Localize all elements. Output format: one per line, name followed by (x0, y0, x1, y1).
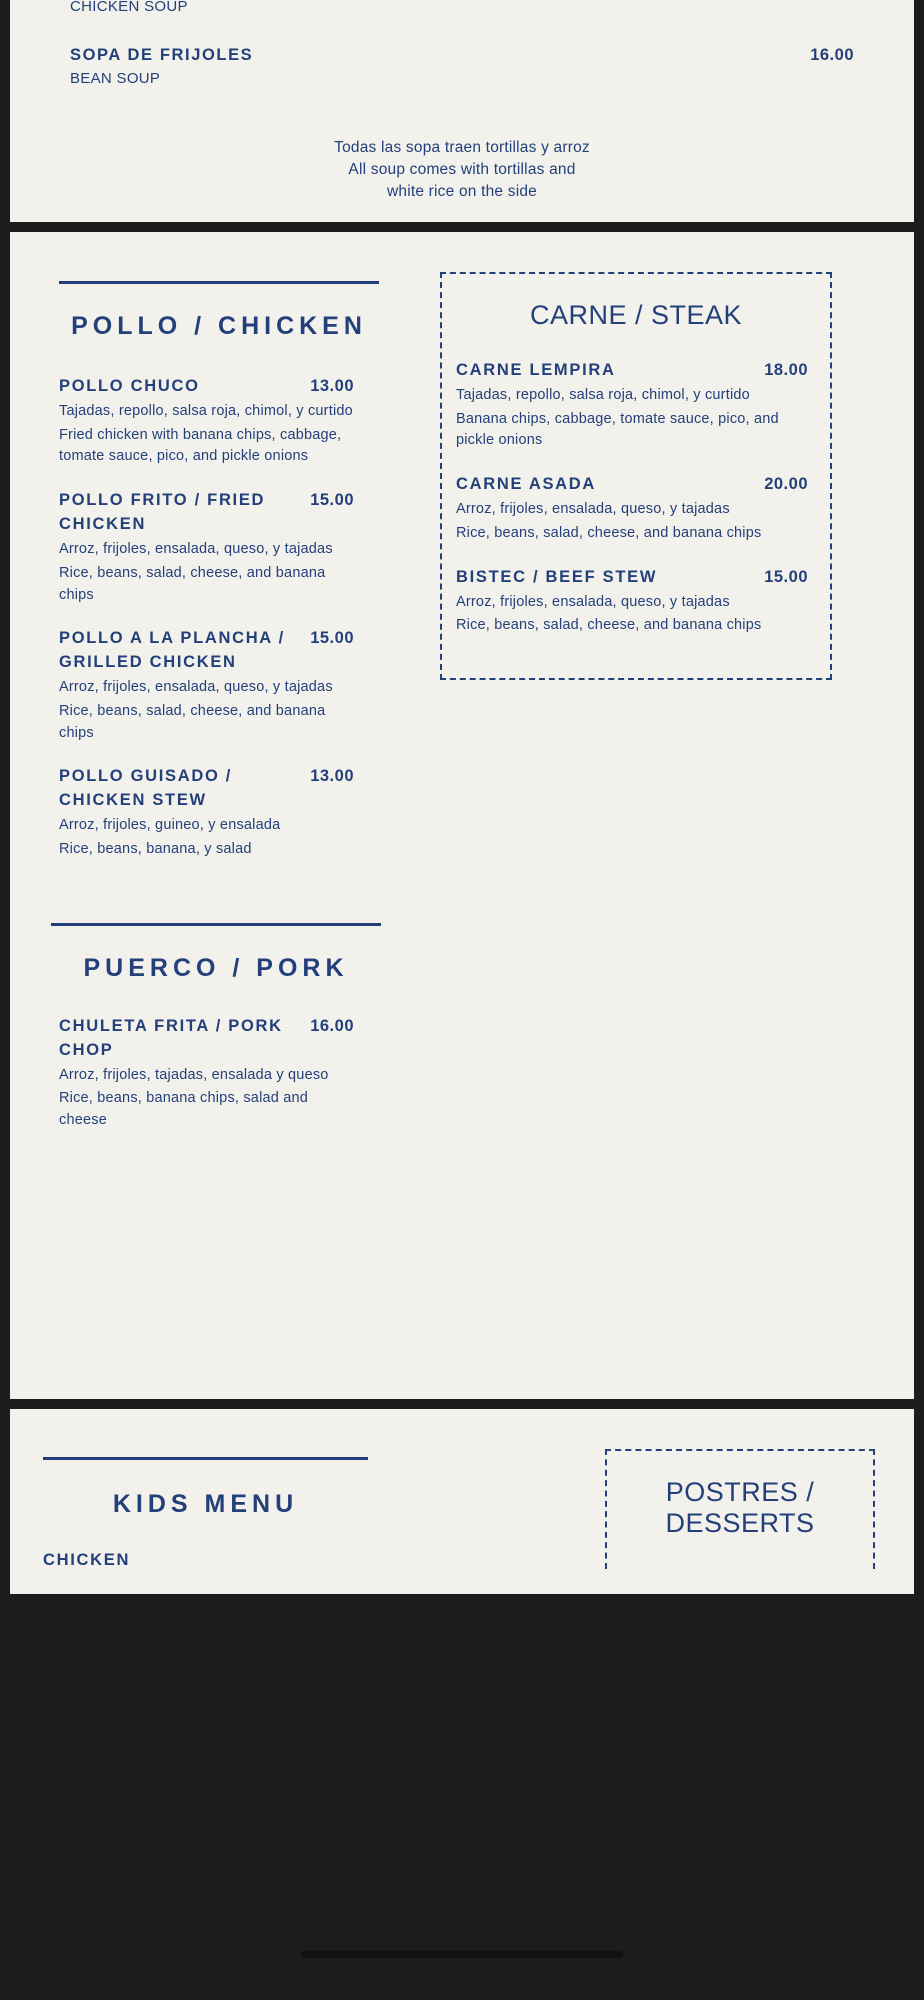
pork-section-title: PUERCO / PORK (83, 953, 349, 982)
soup-item-cutoff-en: CHICKEN SOUP (70, 0, 188, 15)
item-desc-en: Rice, beans, banana, y salad (59, 840, 252, 857)
item-desc-es: Tajadas, repollo, salsa roja, chimol, y curtido (59, 402, 353, 419)
menu-item (59, 1015, 354, 1132)
item-desc-es: Arroz, frijoles, guineo, y ensalada (59, 817, 281, 834)
soup-panel (10, 0, 914, 222)
item-desc-es: Tajadas, repollo, salsa roja, chimol, y curtido (456, 386, 750, 403)
menu-item (59, 627, 354, 744)
item-title: CHULETA FRITA / PORK CHOP (59, 1016, 283, 1059)
menu-item-sopa-de-frijoles (70, 44, 854, 90)
soup-section (10, 0, 914, 203)
soup-note-en-line2: white rice on the side (386, 183, 537, 201)
menu-item (43, 1549, 338, 1573)
dessert-title-line1: POSTRES / (665, 1477, 815, 1507)
item-price: 15.00 (310, 491, 354, 510)
panel-divider (0, 222, 924, 232)
dessert-title-line2: DESSERTS (665, 1508, 815, 1539)
item-desc-es: Arroz, frijoles, ensalada, queso, y tajadas (456, 501, 730, 518)
mains-panel (10, 232, 914, 1399)
item-title: BISTEC / BEEF STEW (456, 567, 658, 586)
soup-note-es: Todas las sopa traen tortillas y arroz (334, 139, 590, 157)
menu-item (59, 489, 354, 606)
item-price: 15.00 (310, 629, 354, 648)
item-desc-es: Arroz, frijoles, ensalada, queso, y tajadas (456, 593, 730, 610)
item-title: POLLO A LA PLANCHA / GRILLED CHICKEN (59, 629, 285, 672)
item-title: CARNE LEMPIRA (456, 361, 616, 379)
pork-section (59, 923, 440, 1132)
panel-divider-2 (0, 1399, 924, 1409)
item-price: 16.00 (810, 45, 854, 64)
item-title: CARNE ASADA (456, 475, 597, 494)
item-desc-en: Banana chips, cabbage, tomate sauce, pico, and pickle onions (456, 410, 779, 449)
item-title: POLLO GUISADO / CHICKEN STEW (59, 767, 233, 810)
menu-item (59, 375, 354, 468)
menu-item (456, 359, 808, 452)
item-price: 20.00 (764, 475, 808, 494)
item-title: POLLO CHUCO (59, 377, 200, 395)
item-desc-en: Rice, beans, banana chips, salad and cheese (59, 1090, 309, 1129)
steak-section (440, 272, 832, 680)
menu-item (59, 765, 354, 860)
steak-section-title: CARNE / STEAK (529, 300, 743, 330)
kids-section-rule (43, 1457, 368, 1460)
item-price: 15.00 (764, 567, 808, 586)
soup-note (70, 137, 854, 203)
soup-note-en-line1: All soup comes with tortillas and (348, 161, 576, 179)
item-desc-en: Rice, beans, salad, cheese, and banana chips (59, 702, 326, 741)
pork-section-rule (51, 923, 381, 926)
item-desc-en: Fried chicken with banana chips, cabbage, tomate sauce, pico, and pickle onions (59, 426, 342, 465)
item-desc-en: Rice, beans, salad, cheese, and banana chips (59, 564, 326, 603)
chicken-section-rule (59, 281, 379, 284)
dessert-section (440, 1409, 900, 1594)
scrollbar[interactable] (301, 1951, 623, 1958)
item-desc-en: Rice, beans, salad, cheese, and banana chips (456, 524, 762, 541)
item-desc-es: Arroz, frijoles, ensalada, queso, y tajadas (59, 679, 333, 696)
item-desc-en: Rice, beans, salad, cheese, and banana chips (456, 617, 762, 634)
item-desc-es: Arroz, frijoles, tajadas, ensalada y queso (59, 1066, 329, 1083)
dessert-section-title (621, 1477, 859, 1539)
chicken-section-title: POLLO / CHICKEN (71, 312, 367, 340)
menu-item (456, 473, 808, 544)
kids-section (10, 1409, 440, 1594)
item-price: 18.00 (764, 361, 808, 379)
kids-section-title: KIDS MENU (112, 1490, 299, 1518)
item-price: 13.00 (310, 377, 354, 395)
menu-item (456, 566, 808, 637)
item-title: CHICKEN (43, 1551, 131, 1569)
item-price: 16.00 (310, 1016, 354, 1035)
item-desc-es: Arroz, frijoles, ensalada, queso, y tajadas (59, 541, 333, 558)
item-name-es: SOPA DE FRIJOLES (70, 45, 254, 64)
item-title: POLLO FRITO / FRIED CHICKEN (59, 491, 266, 534)
item-price: 13.00 (310, 767, 354, 786)
kids-desserts-panel (10, 1409, 914, 1594)
item-name-en: BEAN SOUP (70, 69, 161, 87)
right-column (440, 232, 840, 1153)
left-column (10, 232, 440, 1153)
dessert-box (605, 1449, 875, 1569)
